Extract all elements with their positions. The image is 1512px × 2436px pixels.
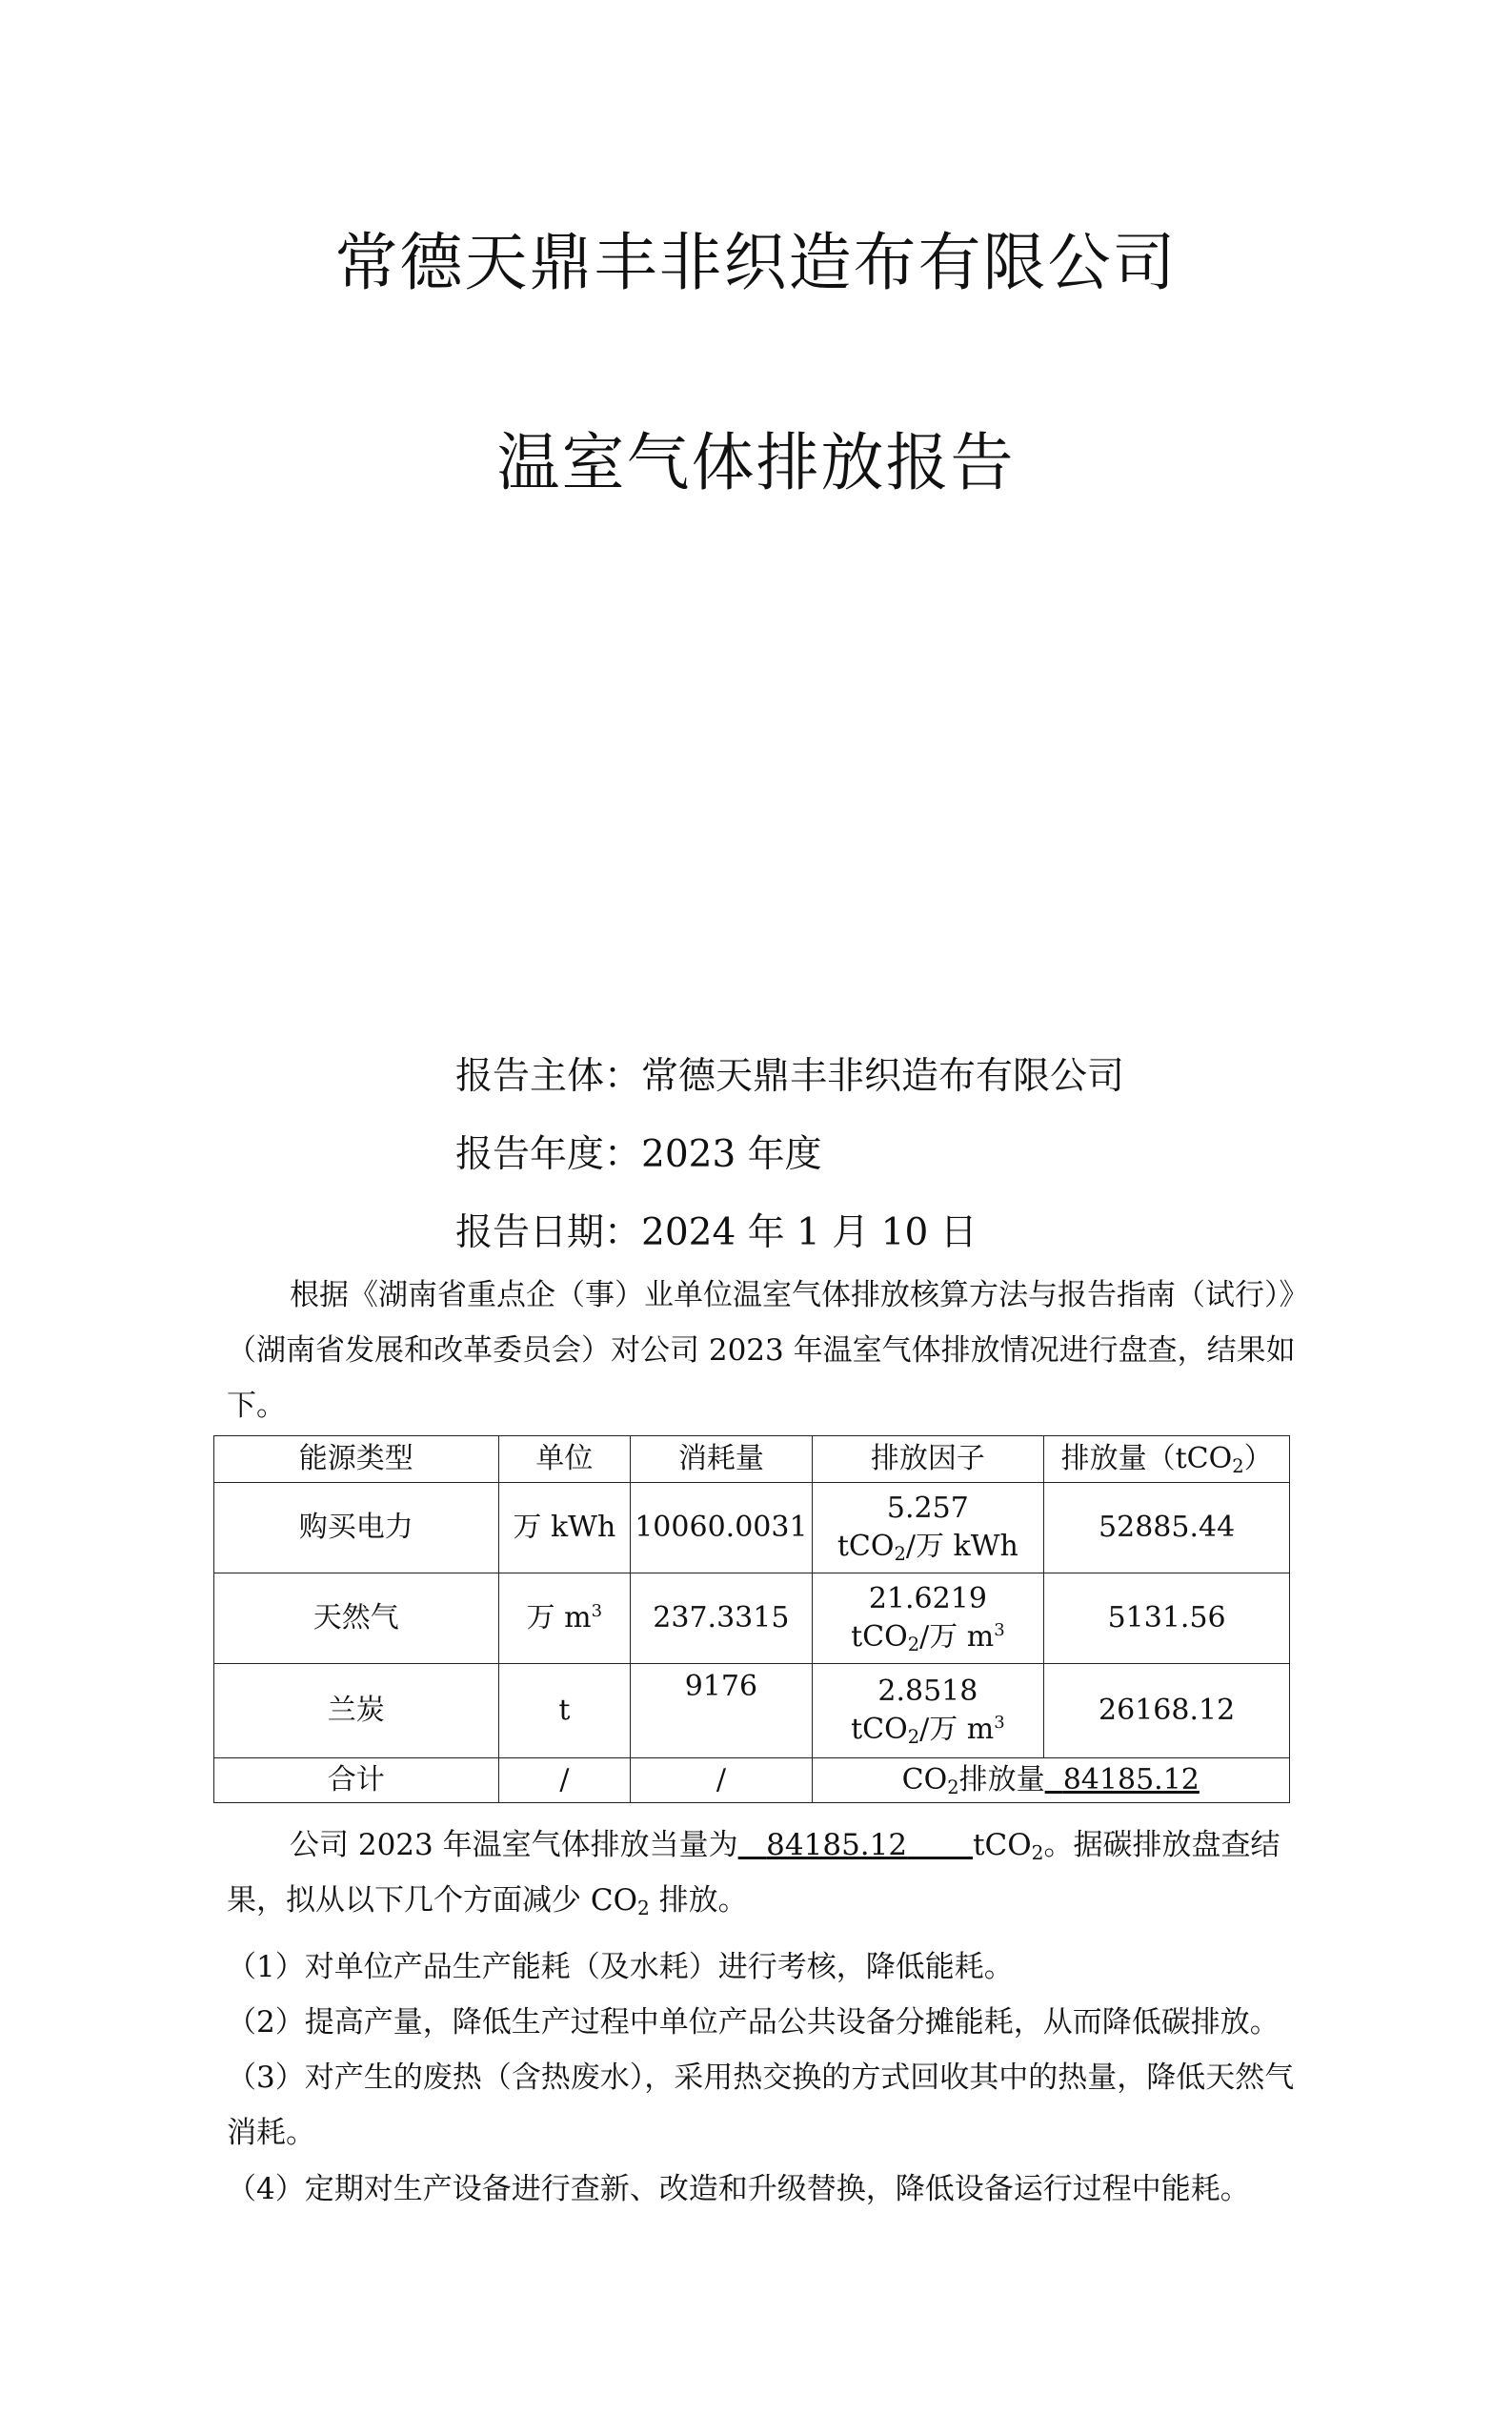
- cell-energy-type: 兰炭: [214, 1664, 499, 1758]
- table-header-row: [214, 1436, 1290, 1483]
- measure-item: （1）对单位产品生产能耗（及水耗）进行考核，降低能耗。: [227, 1950, 1014, 1984]
- cell-consumption: 9176: [631, 1664, 812, 1758]
- intro-paragraph: 根据《湖南省重点企（事）业单位温室气体排放核算方法与报告指南（试行）》（湖南省发展和改革委员会）对公司 2023 年温室气体排放情况进行盘查，结果如下。: [227, 1278, 1296, 1423]
- report-year-line: [455, 1125, 822, 1178]
- report-subject-value: 常德天鼎丰非织造布有限公司: [641, 1055, 1125, 1098]
- cell-consumption: 10060.0031: [631, 1483, 812, 1573]
- measure-item: （2）提高产量，降低生产过程中单位产品公共设备分摊能耗，从而降低碳排放。: [227, 2005, 1280, 2040]
- table-total-row: [214, 1758, 1290, 1803]
- measure-item: （3）对产生的废热（含热废水），采用热交换的方式回收其中的热量，降低天然气消耗。: [227, 2060, 1295, 2150]
- cell-emission: 5131.56: [1044, 1573, 1290, 1664]
- company-title: 常德天鼎丰非织造布有限公司: [334, 226, 1178, 299]
- report-title: 温室气体排放报告: [496, 426, 1016, 499]
- cell-emission-factor: 5.257 tCO$_2$/万 kWh: [812, 1483, 1044, 1573]
- header-emission: 排放量（tCO$_2$）: [1044, 1436, 1290, 1483]
- table-row: [214, 1664, 1290, 1758]
- cell-consumption: 237.3315: [631, 1573, 812, 1664]
- cell-emission: 52885.44: [1044, 1483, 1290, 1573]
- header-consumption: 消耗量: [631, 1436, 812, 1483]
- cell-total-emission: $CO_2$排放量 84185.12: [812, 1758, 1289, 1803]
- report-subject-label: 报告主体：: [455, 1055, 642, 1098]
- report-year-label: 报告年度：: [455, 1133, 642, 1176]
- header-unit: 单位: [498, 1436, 631, 1483]
- measure-item: （4）定期对生产设备进行查新、改造和升级替换，降低设备运行过程中能耗。: [227, 2172, 1250, 2206]
- cell-unit: 万 $m^3$: [498, 1573, 631, 1664]
- report-year-value: 2023 年度: [641, 1133, 822, 1176]
- cell-energy-type: 天然气: [214, 1573, 499, 1664]
- cell-total-consumption: /: [631, 1758, 812, 1803]
- table-row: [214, 1483, 1290, 1573]
- report-subject-line: [455, 1046, 1124, 1100]
- cell-emission-factor: 21.6219 tCO$_2$/万 $m^3$: [812, 1573, 1044, 1664]
- header-energy-type: 能源类型: [214, 1436, 499, 1483]
- cell-total-unit: /: [498, 1758, 631, 1803]
- report-date-line: [455, 1203, 978, 1256]
- report-date-label: 报告日期：: [455, 1211, 642, 1254]
- table-row: [214, 1573, 1290, 1664]
- header-emission-factor: 排放因子: [812, 1436, 1044, 1483]
- cell-total-label: 合计: [214, 1758, 499, 1803]
- cell-emission: 26168.12: [1044, 1664, 1290, 1758]
- total-emission-value: 84185.12: [1062, 1763, 1200, 1797]
- total-emission-equivalent: 84185.12: [766, 1828, 908, 1862]
- result-paragraph: 公司 2023 年温室气体排放当量为 84185.12 tCO$_2$。据碳排放盘查结果，拟从以下几个方面减少 $CO_2$ 排放。: [227, 1828, 1280, 1920]
- emission-table: [213, 1435, 1290, 1803]
- cell-unit: t: [498, 1664, 631, 1758]
- cell-emission-factor: 2.8518 tCO$_2$/万 $m^3$: [812, 1664, 1044, 1758]
- cell-unit: 万 kWh: [498, 1483, 631, 1573]
- report-date-value: 2024 年 1 月 10 日: [641, 1211, 978, 1254]
- cell-energy-type: 购买电力: [214, 1483, 499, 1573]
